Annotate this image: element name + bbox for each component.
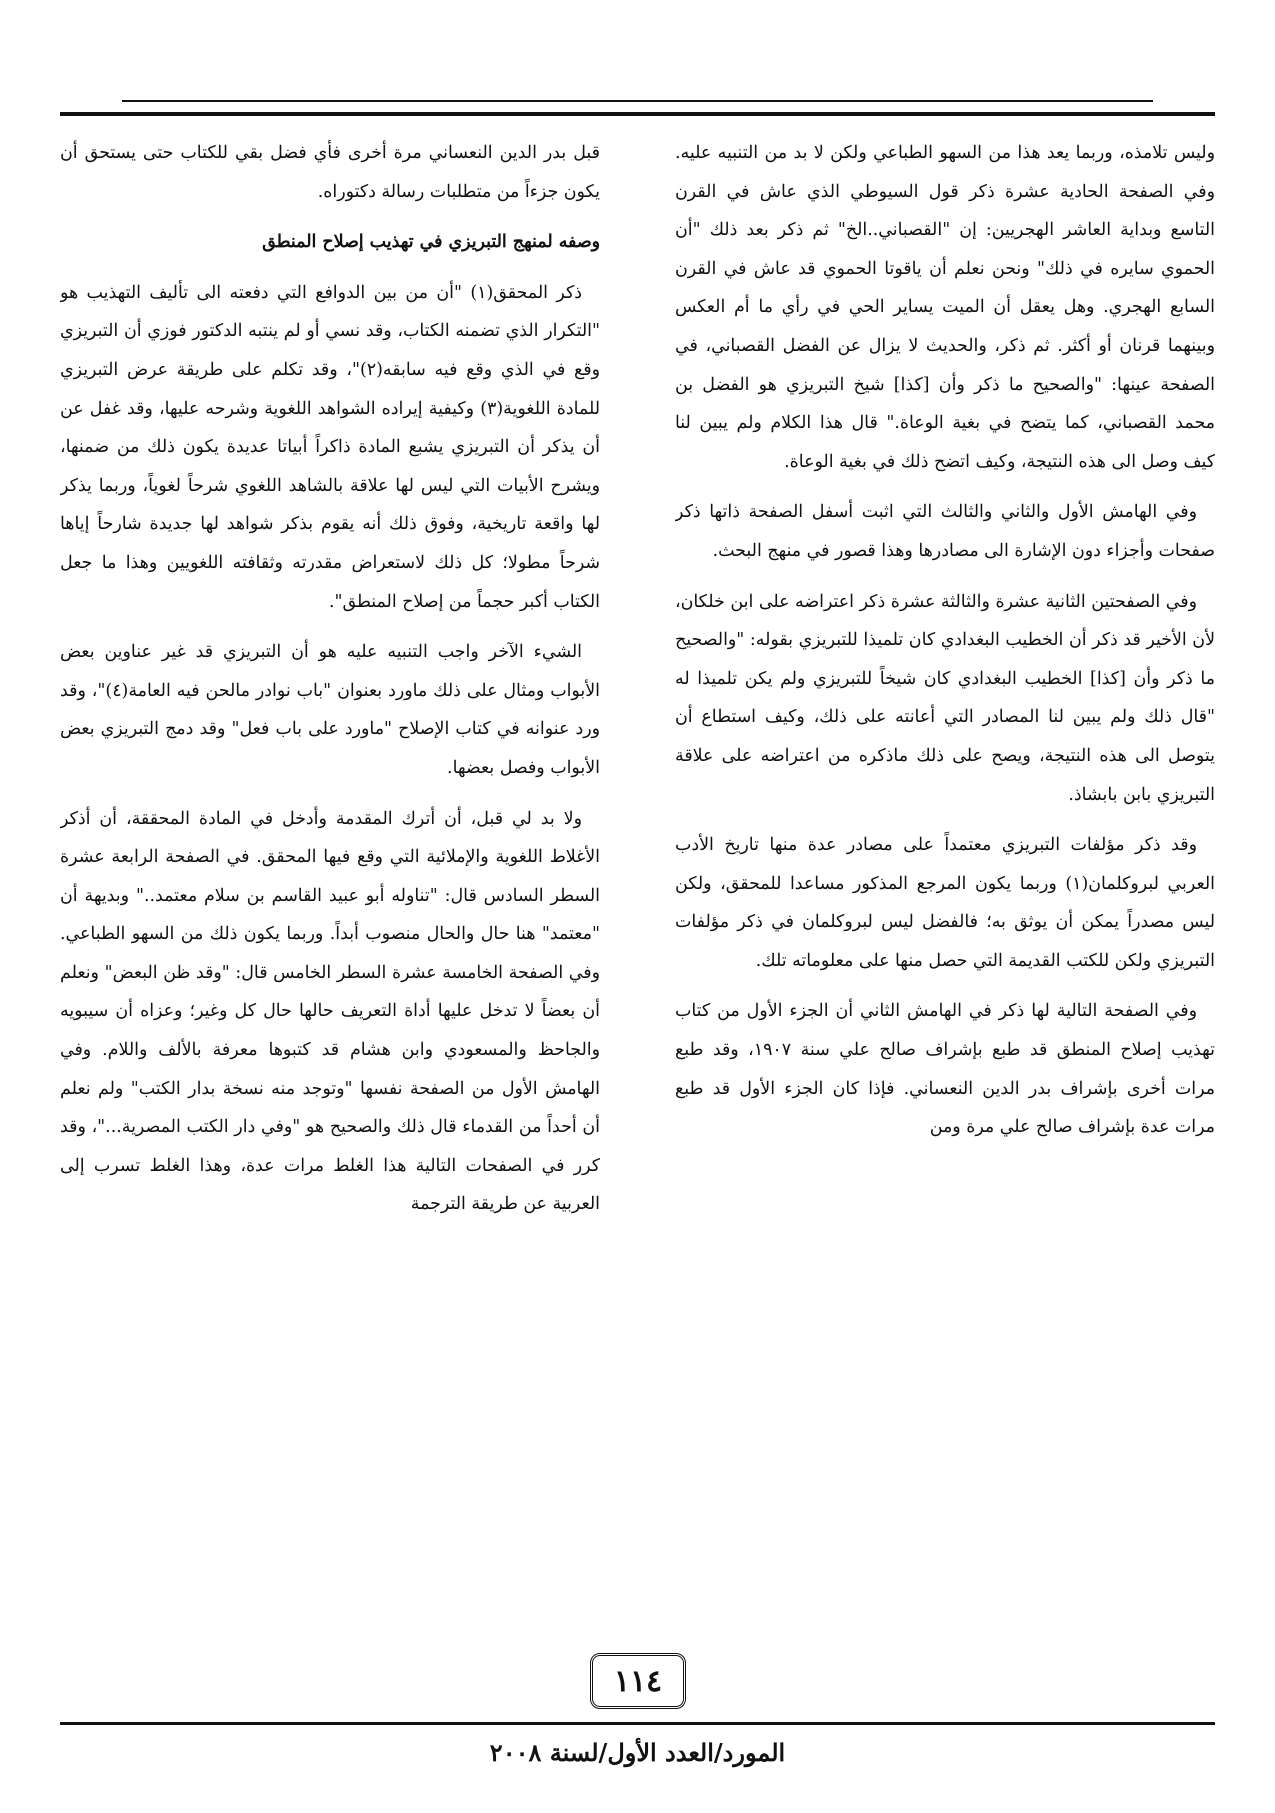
page-number: ١١٤ [613,1663,663,1699]
article-body [60,134,1215,1574]
page-number-box [590,1653,686,1709]
right-paragraph-3: وفي الصفحتين الثانية عشرة والثالثة عشرة ذكر اعتراضه على ابن خلكان، لأن الأخير قد ذكر أن الخطيب البغدادي كان تلميذا للتبريزي بقوله: "والصحيح ما ذكر وأن [كذا] الخطيب البغدادي كان شيخاً للتبريزي ولم يكن تلميذا له "قال ذلك ولم يبين لنا المصادر التي أعانته على ذلك، وكيف استطاع أن يتوصل الى هذه النتيجة، ويصح على ذلك ماذكره من اعتراضه على علاقة التبريزي بابن بابشاذ. [675,591,1215,805]
header-rule-thin [122,100,1153,102]
left-paragraph-1: ذكر المحقق(١) "أن من بين الدوافع التي دفعته الى تأليف التهذيب هو "التكرار الذي تضمنه الكتاب، وقد نسي أو لم ينتبه الدكتور فوزي أن التبريزي وقع في الذي وقع فيه سابقه(٢)"، وقد تكلم على طريقة عرض التبريزي للمادة اللغوية(٣) وكيفية إيراده الشواهد اللغوية وشرحه عليها، وقد غفل عن أن يذكر أن التبريزي يشبع المادة ذاكراً أبياتا عديدة يكون ذلك من ضمنها، ويشرح الأبيات التي ليس لها علاقة بالشاهد اللغوي شرحاً لغوياً، وربما يذكر لها واقعة تاريخية، وفوق ذلك أنه يقوم بذكر شواهد لها جديدة شارحاً إياها شرحاً مطولا؛ كل ذلك لاستعراض مقدرته وثقافته اللغويين وهذا ما جعل الكتاب أكبر حجماً من إصلاح المنطق". [60,282,600,612]
left-intro: قبل بدر الدين النعساني مرة أخرى فأي فضل بقي للكتاب حتى يستحق أن يكون جزءاً من متطلبات رسالة دكتوراه. [60,143,600,202]
right-column [675,134,1215,1574]
footer-rule [60,1722,1215,1725]
left-column [60,134,600,1574]
left-paragraph-3: ولا بد لي قبل، أن أترك المقدمة وأدخل في المادة المحققة، أن أذكر الأغلاط اللغوية والإملائية التي وقع فيها المحقق. في الصفحة الرابعة عشرة السطر السادس قال: "تناوله أبو عبيد القاسم بن سلام معتمد.." وبديهة أن "معتمد" هنا حال والحال منصوب أبداً. وربما يكون ذلك من السهو الطباعي. وفي الصفحة الخامسة عشرة السطر الخامس قال: "وقد ظن البعض" ونعلم أن بعضاً لا تدخل عليها أداة التعريف حالها حال كل وغير؛ وعزاه أن سيبويه والجاحظ والمسعودي وابن هشام قد كتبوها معرفة بالألف واللام. وفي الهامش الأول من الصفحة نفسها "وتوجد منه نسخة بدار الكتب" ولم نعلم أن أحداً من القدماء قال ذلك والصحيح هو "وفي دار الكتب المصرية..."، وقد كرر في الصفحات التالية هذا الغلط مرات عدة، وهذا الغلط تسرب إلى العربية عن طريقة الترجمة [60,808,600,1215]
section-heading: وصفه لمنهج التبريزي في تهذيب إصلاح المنطق [262,232,600,253]
right-paragraph-4: وقد ذكر مؤلفات التبريزي معتمداً على مصادر عدة منها تاريخ الأدب العربي لبروكلمان(١) وربما يكون المرجع المذكور مساعدا للمحقق، ولكن ليس مصدراً يمكن أن يوثق به؛ فالفضل ليس لبروكلمان في ذكر مؤلفات التبريزي ولكن للكتب القديمة التي حصل منها على معلوماته تلك. [675,835,1215,971]
header-rule-thick [60,112,1215,116]
right-paragraph-5: وفي الصفحة التالية لها ذكر في الهامش الثاني أن الجزء الأول من كتاب تهذيب إصلاح المنطق قد طبع بإشراف صالح علي سنة ١٩٠٧، وقد طبع مرات أخرى بإشراف بدر الدين النعساني. فإذا كان الجزء الأول قد طبع مرات عدة بإشراف صالح علي مرة ومن [675,1001,1215,1138]
journal-footer: المورد/العدد الأول/لسنة ٢٠٠٨ [489,1738,786,1767]
left-paragraph-2: الشيء الآخر واجب التنبيه عليه هو أن التبريزي قد غير عناوين بعض الأبواب ومثال على ذلك ماورد بعنوان "باب نوادر مالحن فيه العامة(٤)"، وقد ورد عنوانه في كتاب الإصلاح "ماورد على باب فعل" وقد دمج التبريزي بعض الأبواب وفصل بعضها. [60,642,600,778]
right-paragraph-1: وليس تلامذه، وربما يعد هذا من السهو الطباعي ولكن لا بد من التنبيه عليه. وفي الصفحة الحادية عشرة ذكر قول السيوطي الذي عاش في القرن التاسع وبداية العاشر الهجريين: إن "القصباني..الخ" ثم ذكر بعد ذلك "أن الحموي سايره في ذلك" ونحن نعلم أن ياقوتا الحموي قد عاش في القرن السابع الهجري. وهل يعقل أن الميت يساير الحي في رأي ما أم العكس وبينهما قرنان أو أكثر. ثم ذكر، والحديث لا يزال عن الفضل القصباني، في الصفحة عينها: "والصحيح ما ذكر وأن [كذا] شيخ التبريزي هو الفضل بن محمد القصباني، كما يتضح في بغية الوعاة." قال هذا الكلام ولم يبين لنا كيف وصل الى هذه النتيجة، وكيف اتضح ذلك في بغية الوعاة. [675,143,1215,472]
right-paragraph-2: وفي الهامش الأول والثاني والثالث التي اثبت أسفل الصفحة ذاتها ذكر صفحات وأجزاء دون الإشارة الى مصادرها وهذا قصور في منهج البحث. [675,502,1215,561]
